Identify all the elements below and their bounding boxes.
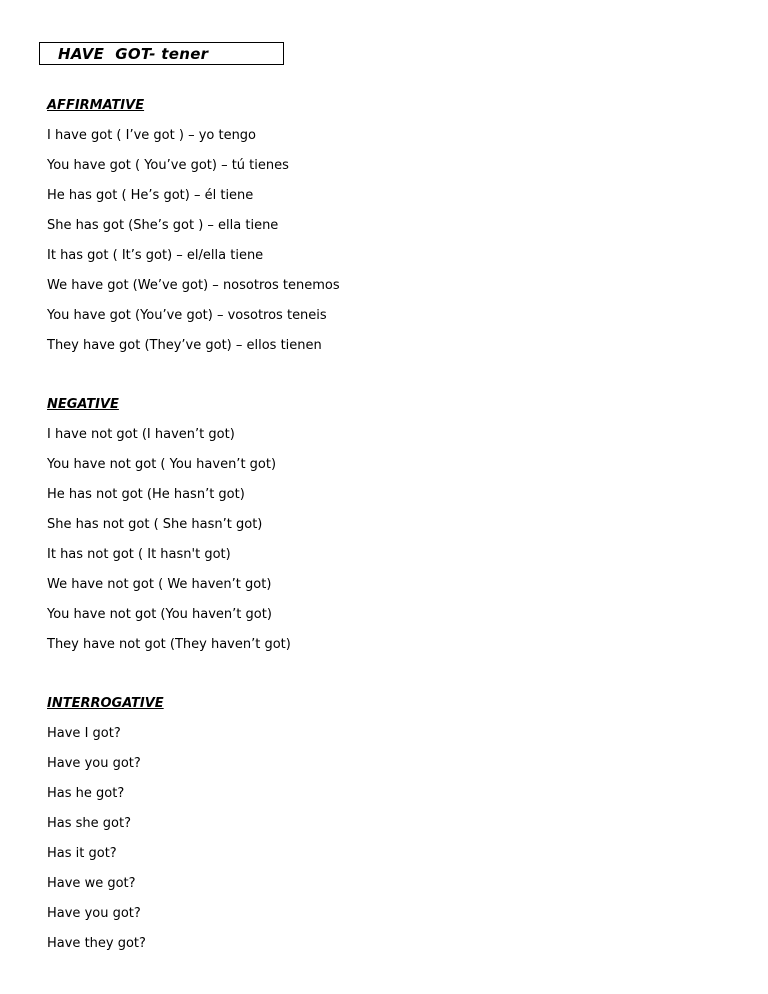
affirmative-line: It has got ( It’s got) – el/ella tiene — [47, 248, 264, 263]
section-heading-negative: NEGATIVE — [47, 397, 119, 412]
interrogative-line: Have you got? — [47, 906, 141, 921]
affirmative-line: You have got ( You’ve got) – tú tienes — [47, 158, 289, 173]
interrogative-line: Has he got? — [47, 786, 125, 801]
interrogative-line: Have I got? — [47, 726, 121, 741]
section-affirmative — [47, 97, 340, 367]
page-title: HAVE GOT- tener — [58, 45, 209, 63]
affirmative-line: I have got ( I’ve got ) – yo tengo — [47, 128, 257, 143]
negative-line: You have not got (You haven’t got) — [47, 607, 272, 622]
section-interrogative — [47, 695, 164, 965]
interrogative-line: Has it got? — [47, 846, 117, 861]
section-heading-affirmative: AFFIRMATIVE — [47, 98, 145, 113]
negative-line: We have not got ( We haven’t got) — [47, 577, 272, 592]
affirmative-line: He has got ( He’s got) – él tiene — [47, 188, 254, 203]
affirmative-line: We have got (We’ve got) – nosotros tenemos — [47, 278, 340, 293]
interrogative-line: Have they got? — [47, 936, 146, 951]
section-negative — [47, 396, 291, 666]
affirmative-line: They have got (They’ve got) – ellos tienen — [47, 338, 322, 353]
negative-line: I have not got (I haven’t got) — [47, 427, 235, 442]
affirmative-line: She has got (She’s got ) – ella tiene — [47, 218, 279, 233]
interrogative-line: Have we got? — [47, 876, 136, 891]
negative-line: They have not got (They haven’t got) — [47, 637, 291, 652]
interrogative-line: Has she got? — [47, 816, 131, 831]
negative-line: It has not got ( It hasn't got) — [47, 547, 231, 562]
section-heading-interrogative: INTERROGATIVE — [47, 696, 164, 711]
interrogative-line: Have you got? — [47, 756, 141, 771]
title-box — [39, 42, 284, 65]
negative-line: He has not got (He hasn’t got) — [47, 487, 245, 502]
affirmative-line: You have got (You’ve got) – vosotros teneis — [47, 308, 327, 323]
negative-line: She has not got ( She hasn’t got) — [47, 517, 263, 532]
negative-line: You have not got ( You haven’t got) — [47, 457, 277, 472]
